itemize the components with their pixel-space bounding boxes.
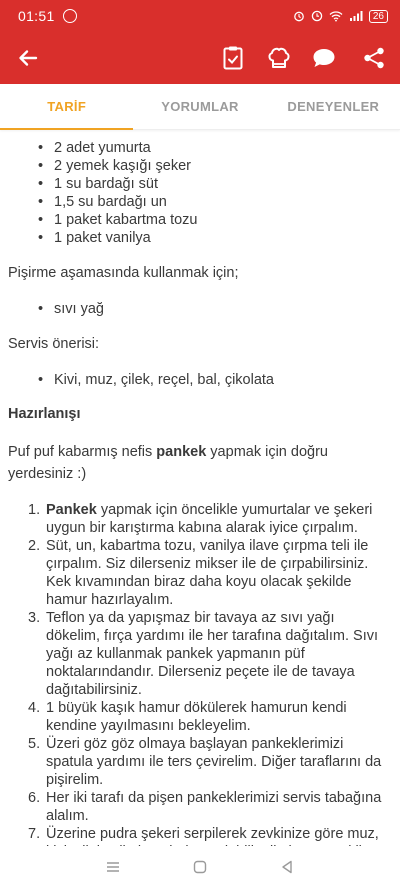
chef-hat-icon <box>265 44 293 72</box>
step-text: Teflon ya da yapışmaz bir tavaya az sıvı yağı dökelim, fırça yardımı ile her tarafına dağıtalım. Sıvı yağı az kullanmak pankek yapmanın püf noktalarındandır. Dilerseniz peçete ile de tavaya dağıtabilirsiniz. <box>46 610 379 698</box>
frying-label: Pişirme aşamasında kullanmak için; <box>8 265 239 281</box>
back-arrow-icon <box>14 44 42 72</box>
menu-icon[interactable] <box>105 860 121 874</box>
back-button[interactable] <box>14 44 42 72</box>
share-icon <box>362 46 386 70</box>
list-item: • 1 paket vanilya <box>38 229 392 247</box>
list-item: • 1 su bardağı süt <box>38 175 392 193</box>
chat-bubble-icon <box>311 46 337 70</box>
tab-tried[interactable]: DENEYENLER <box>287 99 380 114</box>
step-item <box>28 735 392 789</box>
step-text: 1 büyük kaşık hamur dökülerek hamurun kendi kendine yayılmasını bekleyelim. <box>46 700 347 734</box>
step-number: 6. <box>28 790 41 806</box>
status-icons <box>293 10 388 23</box>
home-icon[interactable] <box>192 859 208 875</box>
step-number: 5. <box>28 736 41 752</box>
list-item: • 2 yemek kaşığı şeker <box>38 157 392 175</box>
list-item: • 1 paket kabartma tozu <box>38 211 392 229</box>
step-number: 4. <box>28 700 41 716</box>
list-item: • 2 adet yumurta <box>38 139 392 157</box>
clipboard-check-icon <box>221 45 245 71</box>
steps-list <box>8 501 392 861</box>
tried-it-button[interactable] <box>217 42 249 74</box>
signal-icon <box>349 10 363 22</box>
step-text: Süt, un, kabartma tozu, vanilya ilave çırpma teli ile çırpalım. Siz dilerseniz mikser ile de çırpabilirsiniz. Kek kıvamından biraz daha koyu olacak şekilde hamur hazırlayalım. <box>46 538 369 608</box>
battery-icon: 26 <box>369 10 388 23</box>
app-bar <box>0 32 400 84</box>
status-time: 01:51 <box>18 8 55 24</box>
step-text: Her iki tarafı da pişen pankeklerimizi servis tabağına alalım. <box>46 790 382 824</box>
step-bold: Pankek <box>46 502 97 518</box>
step-item <box>28 789 392 825</box>
step-number: 1. <box>28 502 41 518</box>
recipe-content[interactable] <box>0 131 400 846</box>
step-text: yapmak için öncelikle yumurtalar ve şekeri uygun bir karıştırma kabına alarak iyice çırpalım. <box>46 502 373 536</box>
status-bar <box>0 0 400 32</box>
intro-text: Puf puf kabarmış nefis <box>8 444 157 460</box>
back-nav-icon[interactable] <box>279 859 295 875</box>
step-number: 3. <box>28 610 41 626</box>
ingredients-list <box>8 139 392 247</box>
clock-icon <box>311 10 323 22</box>
wifi-icon <box>329 10 343 22</box>
list-item: • Kivi, muz, çilek, reçel, bal, çikolata <box>38 371 392 389</box>
intro-text-end: yapmak için doğru yerdesiniz :) <box>8 444 328 482</box>
tab-recipe[interactable]: TARİF <box>0 84 133 129</box>
step-item <box>28 609 392 699</box>
preparation-heading: Hazırlanışı <box>8 406 81 422</box>
share-button[interactable] <box>358 42 390 74</box>
system-nav-bar <box>0 846 400 888</box>
step-item <box>28 699 392 735</box>
step-number: 7. <box>28 826 41 842</box>
serving-label: Servis önerisi: <box>8 336 100 352</box>
step-text: Üzeri göz göz olmaya başlayan pankeklerimizi spatula yardımı ile ters çevirelim. Diğer taraflarını da pişirelim. <box>46 736 382 788</box>
serving-list <box>8 371 392 389</box>
alarm-icon <box>293 10 305 22</box>
tab-bar <box>0 84 400 130</box>
list-item: • 1,5 su bardağı un <box>38 193 392 211</box>
comments-button[interactable] <box>308 42 340 74</box>
tab-comments[interactable]: YORUMLAR <box>161 99 239 114</box>
intro-paragraph <box>8 441 392 485</box>
chef-button[interactable] <box>263 42 295 74</box>
frying-list <box>8 300 392 318</box>
step-item <box>28 501 392 537</box>
whatsapp-notification-icon <box>63 9 77 23</box>
list-item: • sıvı yağ <box>38 300 392 318</box>
step-number: 2. <box>28 538 41 554</box>
step-item <box>28 537 392 609</box>
intro-bold: pankek <box>156 444 207 460</box>
step-text: Üzerine pudra şekeri serpilerek zevkinize göre muz, <box>46 826 379 842</box>
